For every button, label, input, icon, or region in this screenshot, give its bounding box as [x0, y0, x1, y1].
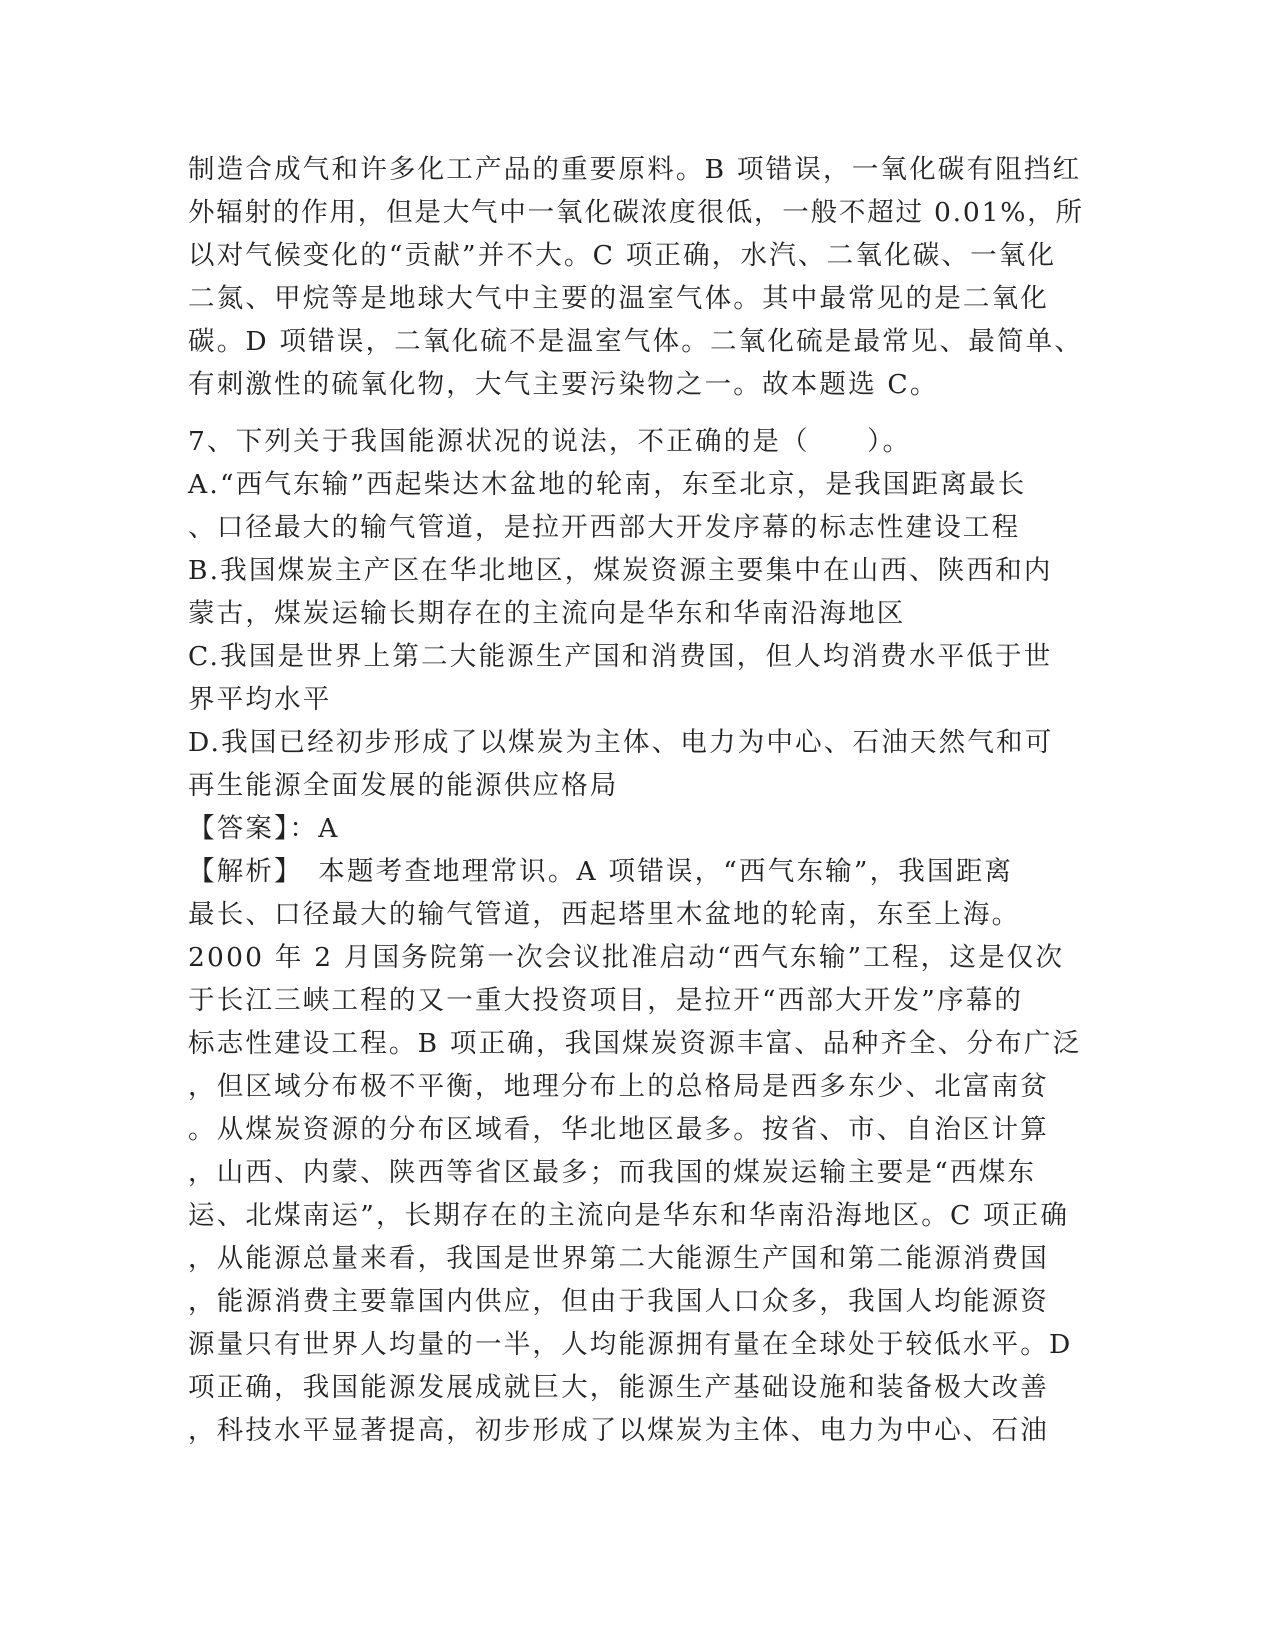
analysis-line: 项正确，我国能源发展成就巨大，能源生产基础设施和装备极大改善	[188, 1372, 1049, 1403]
analysis-line: 源量只有世界人均量的一半，人均能源拥有量在全球处于较低水平。D	[188, 1329, 1073, 1360]
option-b	[188, 549, 1088, 635]
question-7	[188, 420, 1088, 1452]
option-line: D.我国已经初步形成了以煤炭为主体、电力为中心、石油天然气和可	[188, 727, 1054, 758]
option-line: C.我国是世界上第二大能源生产国和消费国，但人均消费水平低于世	[188, 641, 1053, 672]
option-line: B.我国煤炭主产区在华北地区，煤炭资源主要集中在山西、陕西和内	[188, 555, 1053, 586]
previous-explanation	[188, 148, 1088, 406]
text-line: 以对气候变化的“贡献”并不大。C 项正确，水汽、二氧化碳、一氧化	[188, 240, 1057, 271]
answer-line: 【答案】：A	[188, 813, 340, 844]
question-stem: 7、下列关于我国能源状况的说法，不正确的是（ ）。	[188, 426, 912, 457]
analysis-line: 2000 年 2 月国务院第一次会议批准启动“西气东输”工程，这是仅次	[188, 942, 1065, 973]
text-line: 有刺激性的硫氧化物，大气主要污染物之一。故本题选 C。	[188, 369, 939, 400]
option-line: 再生能源全面发展的能源供应格局	[188, 770, 619, 801]
text-line: 外辐射的作用，但是大气中一氧化碳浓度很低，一般不超过 0.01%，所	[188, 197, 1084, 228]
analysis-line: 于长江三峡工程的又一重大投资项目，是拉开“西部大开发”序幕的	[188, 985, 1024, 1016]
option-line: A.“西气东输”西起柴达木盆地的轮南，东至北京，是我国距离最长	[188, 469, 1027, 500]
option-line: 、口径最大的输气管道，是拉开西部大开发序幕的标志性建设工程	[188, 512, 1021, 543]
option-line: 界平均水平	[188, 684, 332, 715]
analysis-line: 最长、口径最大的输气管道，西起塔里木盆地的轮南，东至上海。	[188, 899, 1021, 930]
analysis-line: ，从能源总量来看，我国是世界第二大能源生产国和第二能源消费国	[188, 1243, 1049, 1274]
option-d	[188, 721, 1088, 807]
analysis-line: ，能源消费主要靠国内供应，但由于我国人口众多，我国人均能源资	[188, 1286, 1049, 1317]
analysis-line: ，但区域分布极不平衡，地理分布上的总格局是西多东少、北富南贫	[188, 1071, 1049, 1102]
text-line: 制造合成气和许多化工产品的重要原料。B 项错误，一氧化碳有阻挡红	[188, 154, 1082, 185]
analysis-line: 【解析】 本题考查地理常识。A 项错误，“西气东输”，我国距离	[188, 856, 1014, 887]
analysis	[188, 850, 1088, 1452]
analysis-line: 运、北煤南运”，长期存在的主流向是华东和华南沿海地区。C 项正确	[188, 1200, 1070, 1231]
paragraph-gap	[188, 406, 1088, 420]
option-a	[188, 463, 1088, 549]
option-line: 蒙古，煤炭运输长期存在的主流向是华东和华南沿海地区	[188, 598, 906, 629]
document-page	[188, 148, 1088, 1452]
text-line: 二氮、甲烷等是地球大气中主要的温室气体。其中最常见的是二氧化	[188, 283, 1049, 314]
text-line: 碳。D 项错误，二氧化硫不是温室气体。二氧化硫是最常见、最简单、	[188, 326, 1084, 357]
analysis-line: 。从煤炭资源的分布区域看，华北地区最多。按省、市、自治区计算	[188, 1114, 1049, 1145]
analysis-line: ，科技水平显著提高，初步形成了以煤炭为主体、电力为中心、石油	[188, 1415, 1049, 1446]
analysis-line: ，山西、内蒙、陕西等省区最多；而我国的煤炭运输主要是“西煤东	[188, 1157, 1037, 1188]
option-c	[188, 635, 1088, 721]
analysis-line: 标志性建设工程。B 项正确，我国煤炭资源丰富、品种齐全、分布广泛	[188, 1028, 1082, 1059]
